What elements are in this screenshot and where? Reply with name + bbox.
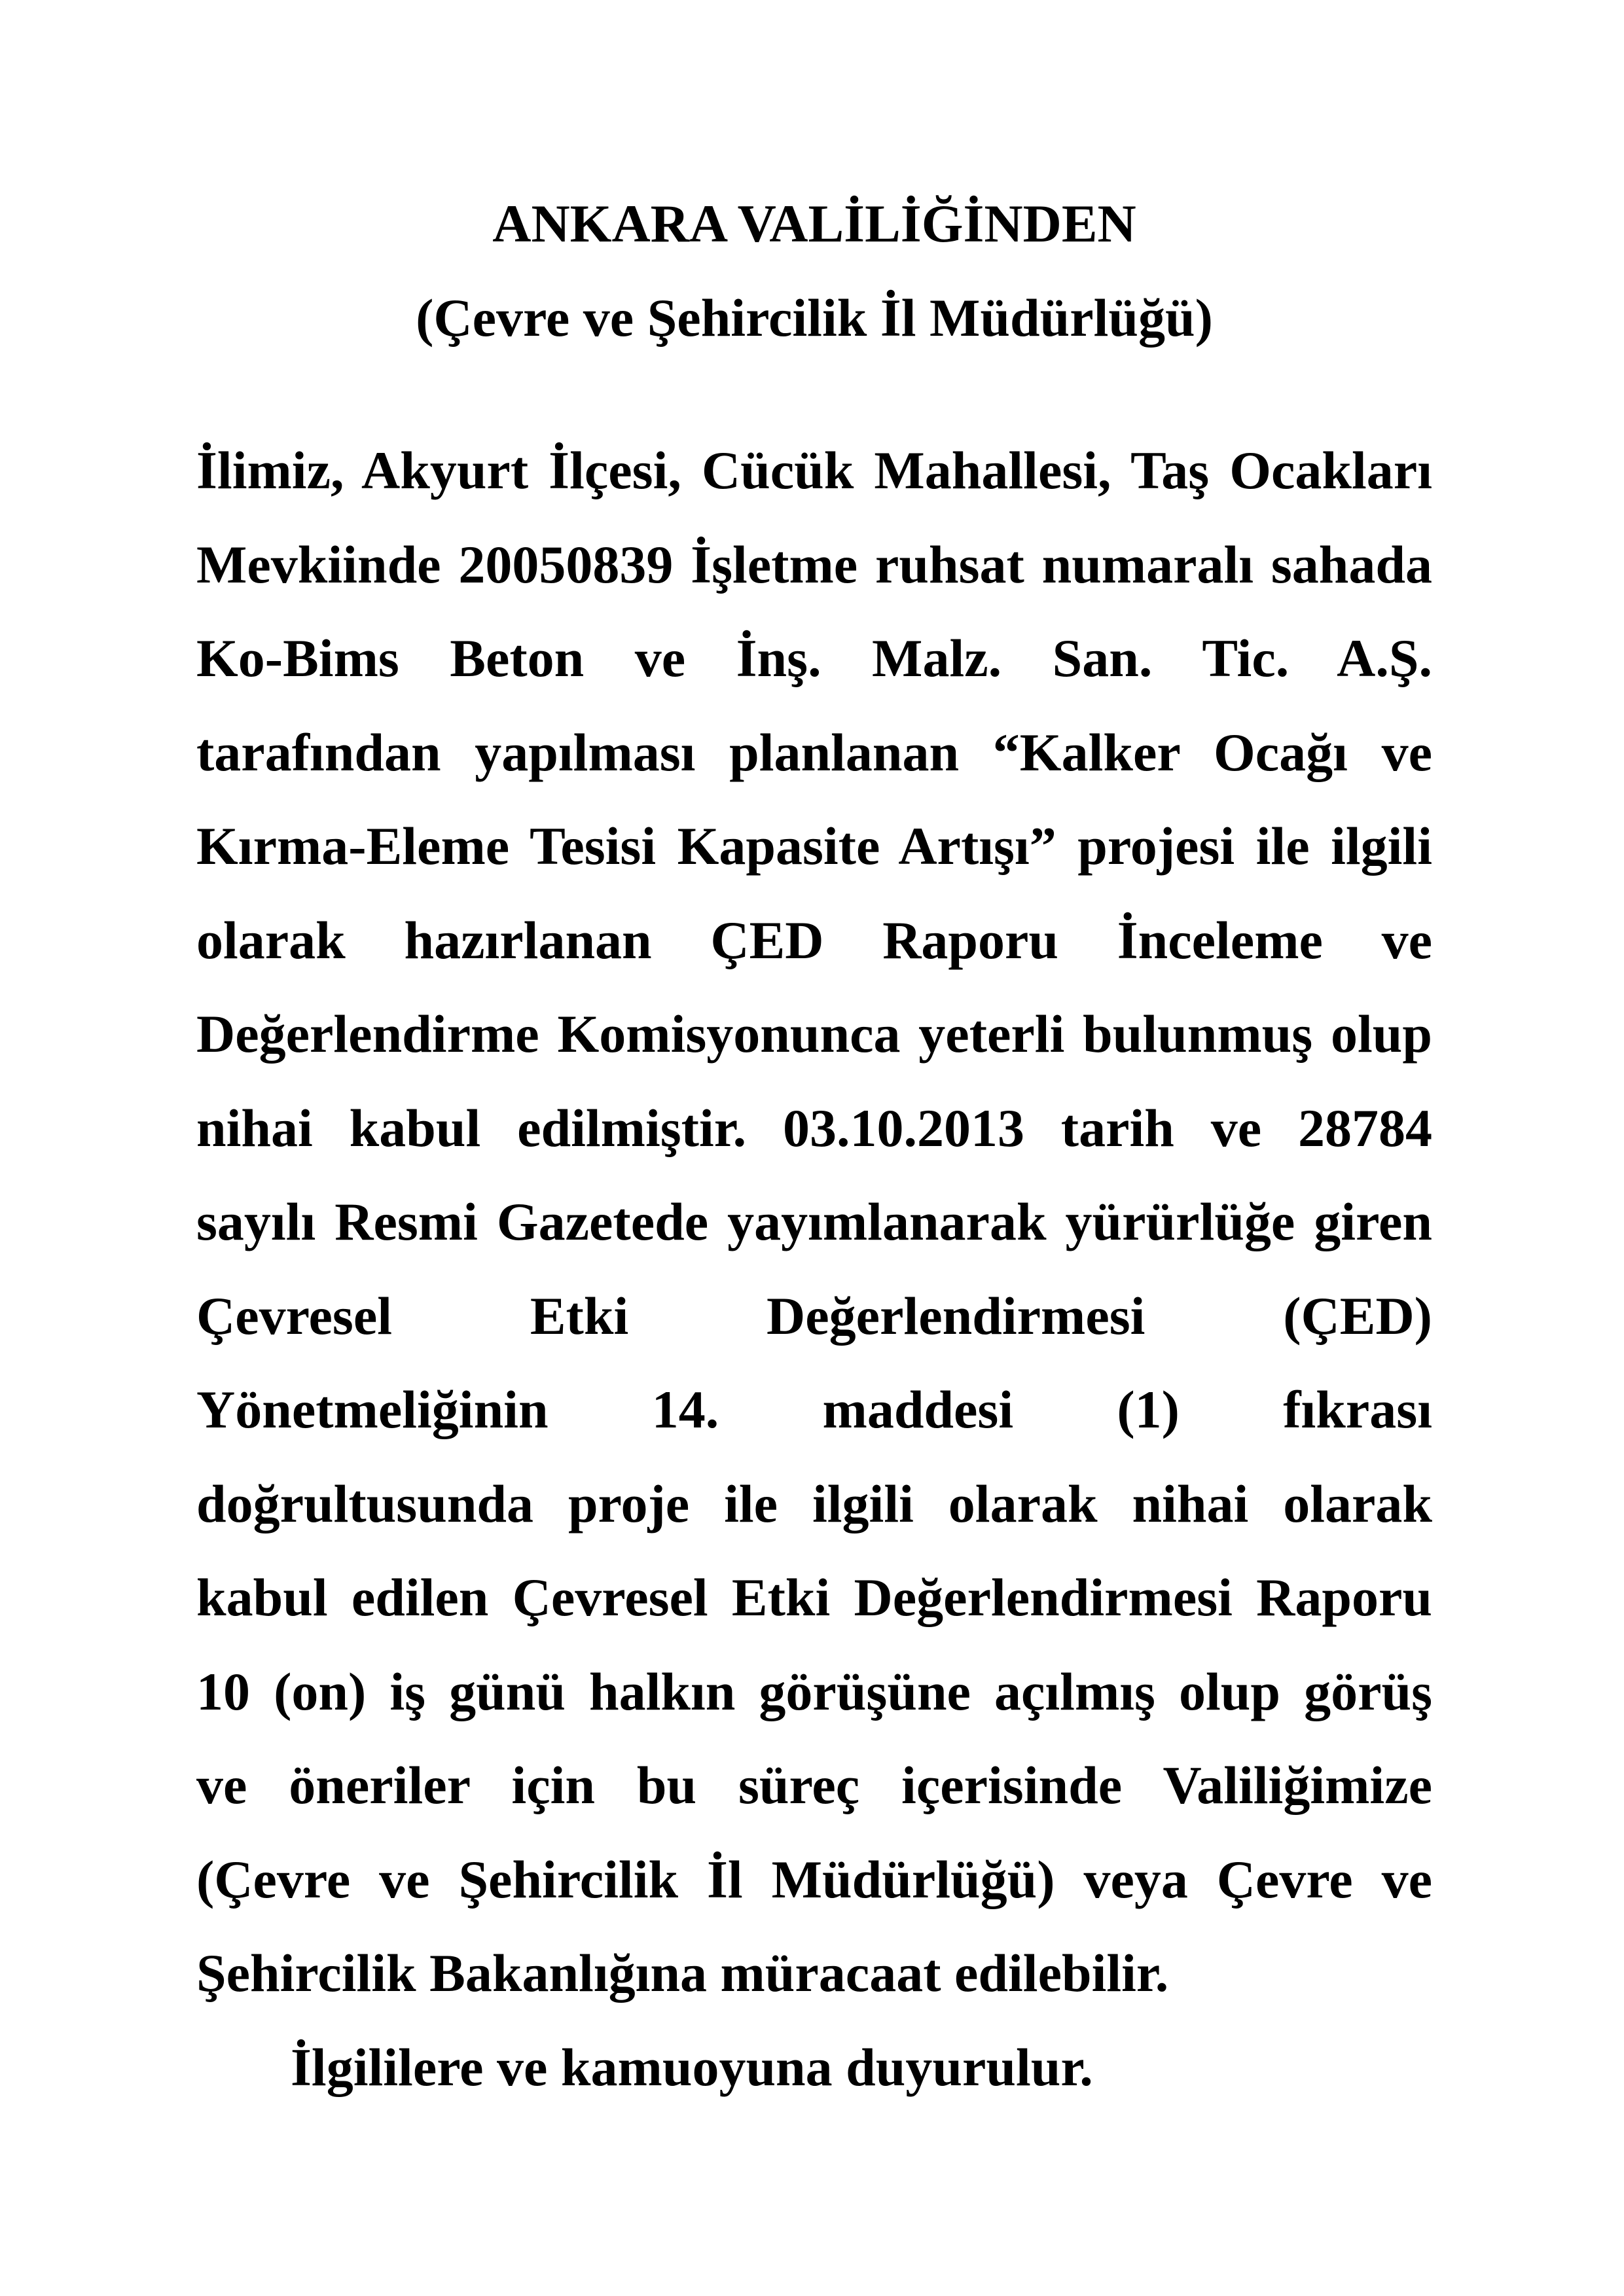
closing-line: İlgililere ve kamuoyuna duyurulur. bbox=[291, 2037, 1093, 2097]
paragraph-line: ve öneriler için bu süreç içerisinde Valiliğimize bbox=[196, 1755, 1432, 1815]
paragraph-line: Değerlendirme Komisyonunca yeterli bulunmuş olup bbox=[196, 1004, 1432, 1064]
paragraph-line: olarak hazırlanan ÇED Raporu İnceleme ve bbox=[196, 910, 1432, 970]
paragraph-line: kabul edilen Çevresel Etki Değerlendirmesi Raporu bbox=[196, 1568, 1432, 1627]
paragraph-line: (Çevre ve Şehircilik İl Müdürlüğü) veya Çevre ve bbox=[196, 1849, 1432, 1909]
paragraph-line: nihai kabul edilmiştir. 03.10.2013 tarih ve 28784 bbox=[196, 1098, 1432, 1158]
paragraph-line: tarafından yapılması planlanan “Kalker Ocağı ve bbox=[196, 722, 1432, 782]
paragraph-line: doğrultusunda proje ile ilgili olarak nihai olarak bbox=[196, 1473, 1432, 1534]
paragraph-line: Kırma-Eleme Tesisi Kapasite Artışı” projesi ile ilgili bbox=[196, 816, 1432, 876]
paragraph-line: Çevresel Etki Değerlendirmesi (ÇED) bbox=[196, 1285, 1432, 1346]
paragraph-line: sayılı Resmi Gazetede yayımlanarak yürürlüğe giren bbox=[196, 1192, 1432, 1251]
document-content bbox=[196, 177, 1432, 2114]
title-block bbox=[196, 177, 1432, 365]
paragraph-line: Mevkiinde 20050839 İşletme ruhsat numaralı sahada bbox=[196, 534, 1432, 594]
paragraph-line: Şehircilik Bakanlığına müracaat edilebilir. bbox=[196, 1943, 1169, 2003]
document-subtitle: (Çevre ve Şehircilik İl Müdürlüğü) bbox=[416, 287, 1213, 348]
paragraph-line: İlimiz, Akyurt İlçesi, Cücük Mahallesi, Taş Ocakları bbox=[196, 440, 1432, 500]
announcement-paragraph bbox=[196, 423, 1432, 2114]
paragraph-line: Yönetmeliğinin 14. maddesi (1) fıkrası bbox=[196, 1380, 1432, 1439]
document-title: ANKARA VALİLİĞİNDEN bbox=[492, 194, 1136, 253]
paragraph-line: 10 (on) iş günü halkın görüşüne açılmış olup görüş bbox=[196, 1661, 1432, 1721]
paragraph-line: Ko-Bims Beton ve İnş. Malz. San. Tic. A.Ş. bbox=[196, 628, 1432, 688]
